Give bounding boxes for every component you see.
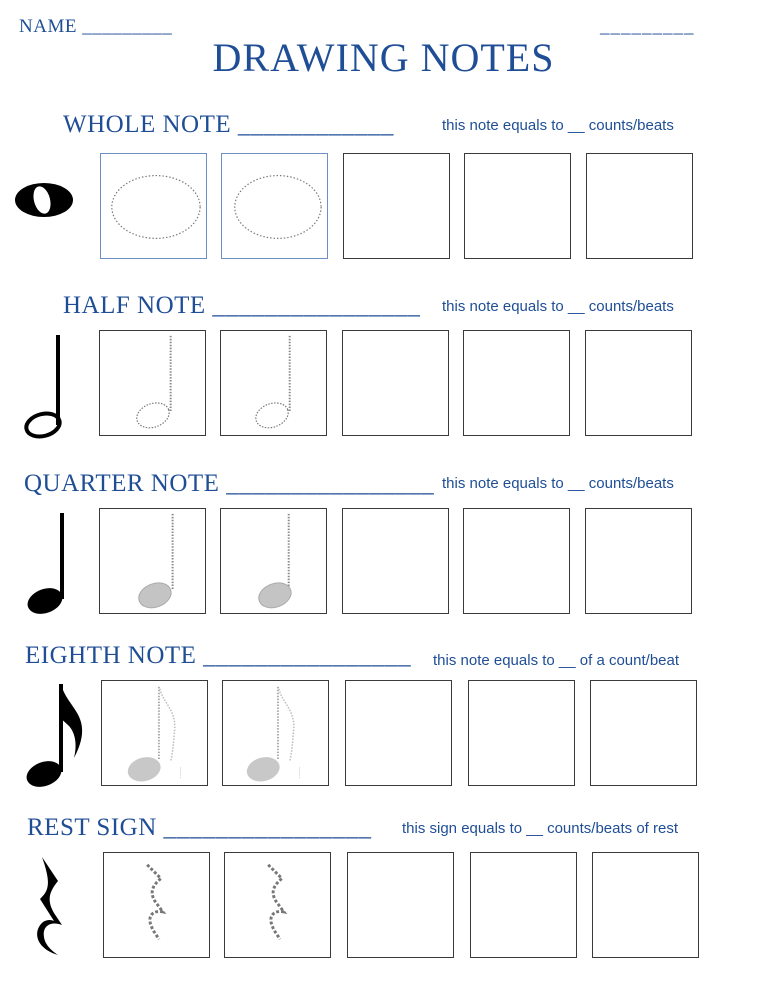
trace-box-whole-2[interactable] xyxy=(221,153,328,259)
trace-box-quarter-2[interactable] xyxy=(220,508,327,614)
whole-note-icon xyxy=(13,176,75,224)
practice-box-rest-2[interactable] xyxy=(470,852,577,958)
trace-box-quarter-1[interactable] xyxy=(99,508,206,614)
quarter-rest-icon xyxy=(32,855,72,959)
practice-box-eighth-2[interactable] xyxy=(468,680,575,786)
section-equation-half-note: this note equals to __ counts/beats xyxy=(442,298,674,315)
trace-eighth-note-icon xyxy=(102,681,207,785)
practice-box-quarter-3[interactable] xyxy=(585,508,692,614)
date-field-line: _________ xyxy=(600,16,695,37)
trace-half-note-icon xyxy=(221,331,326,435)
trace-box-half-2[interactable] xyxy=(220,330,327,436)
section-title-rest-sign: REST SIGN ________________ xyxy=(27,814,372,841)
page-title: DRAWING NOTES xyxy=(212,35,555,80)
practice-box-half-3[interactable] xyxy=(585,330,692,436)
section-title-quarter-note: QUARTER NOTE ________________ xyxy=(24,470,435,497)
trace-quarter-note-icon xyxy=(100,509,205,613)
trace-whole-note-icon xyxy=(101,154,206,258)
trace-box-rest-1[interactable] xyxy=(103,852,210,958)
practice-box-quarter-2[interactable] xyxy=(463,508,570,614)
practice-box-rest-1[interactable] xyxy=(347,852,454,958)
trace-rest-sign-icon xyxy=(225,853,330,957)
section-title-whole-note: WHOLE NOTE ____________ xyxy=(63,111,394,138)
trace-box-eighth-2[interactable] xyxy=(222,680,329,786)
trace-eighth-note-icon xyxy=(223,681,328,785)
trace-box-eighth-1[interactable] xyxy=(101,680,208,786)
trace-box-rest-2[interactable] xyxy=(224,852,331,958)
section-equation-whole-note: this note equals to __ counts/beats xyxy=(442,117,674,134)
practice-box-eighth-3[interactable] xyxy=(590,680,697,786)
trace-half-note-icon xyxy=(100,331,205,435)
trace-box-whole-1[interactable] xyxy=(100,153,207,259)
trace-whole-note-icon xyxy=(222,154,327,258)
practice-box-quarter-1[interactable] xyxy=(342,508,449,614)
practice-box-whole-3[interactable] xyxy=(586,153,693,259)
trace-rest-sign-icon xyxy=(104,853,209,957)
practice-box-half-2[interactable] xyxy=(463,330,570,436)
section-equation-rest-sign: this sign equals to __ counts/beats of rest xyxy=(402,820,678,837)
half-note-icon xyxy=(22,333,68,439)
practice-box-whole-2[interactable] xyxy=(464,153,571,259)
section-title-half-note: HALF NOTE ________________ xyxy=(63,292,421,319)
practice-box-half-1[interactable] xyxy=(342,330,449,436)
trace-quarter-note-icon xyxy=(221,509,326,613)
trace-box-half-1[interactable] xyxy=(99,330,206,436)
practice-box-whole-1[interactable] xyxy=(343,153,450,259)
quarter-note-icon xyxy=(25,511,70,615)
section-equation-quarter-note: this note equals to __ counts/beats xyxy=(442,475,674,492)
eighth-note-icon xyxy=(24,682,86,790)
section-title-eighth-note: EIGHTH NOTE ________________ xyxy=(25,642,412,669)
practice-box-rest-3[interactable] xyxy=(592,852,699,958)
name-field-label: NAME _________ xyxy=(19,16,173,37)
section-equation-eighth-note: this note equals to __ of a count/beat xyxy=(433,652,680,669)
practice-box-eighth-1[interactable] xyxy=(345,680,452,786)
